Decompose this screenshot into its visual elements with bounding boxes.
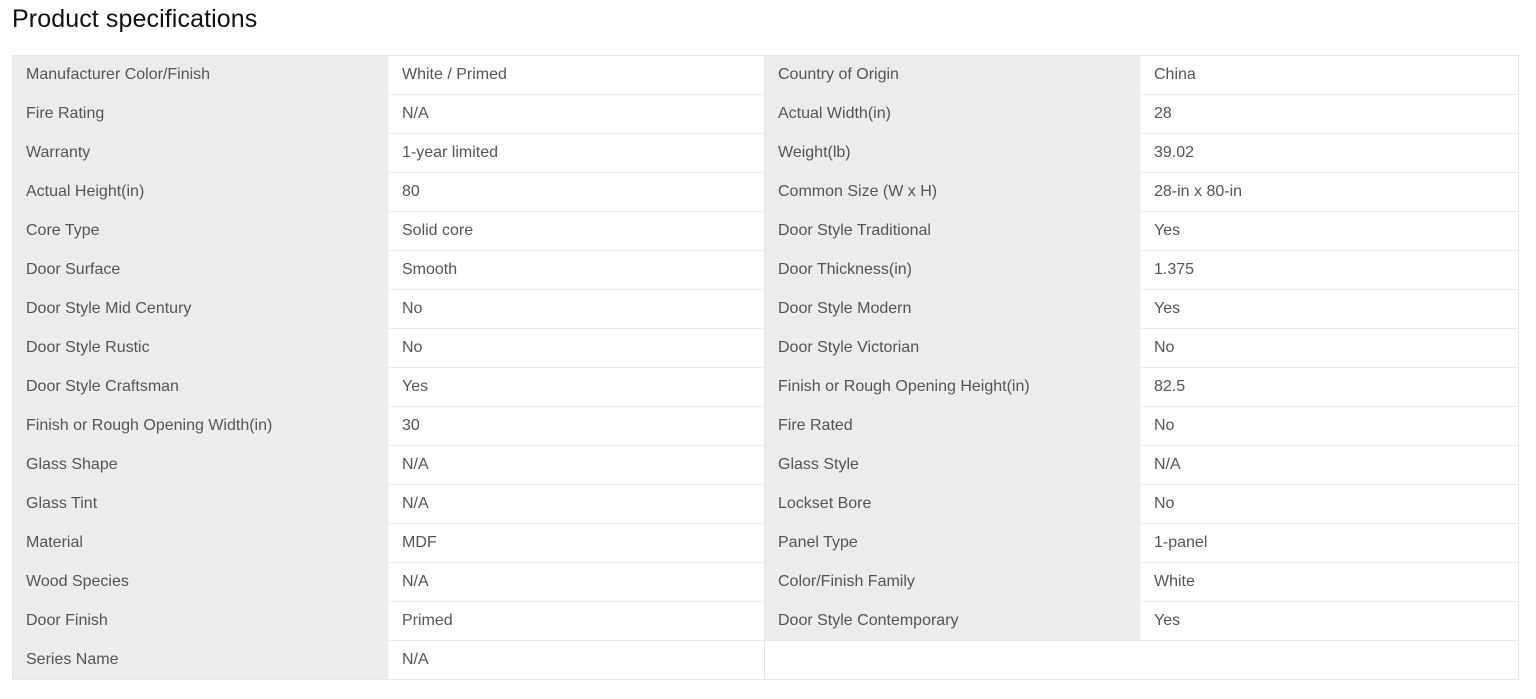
spec-label: Glass Tint <box>13 485 389 524</box>
spec-value: 1.375 <box>1141 251 1519 290</box>
spec-value: N/A <box>389 485 765 524</box>
spec-label: Door Style Craftsman <box>13 368 389 407</box>
table-row <box>13 95 1519 134</box>
spec-value: 39.02 <box>1141 134 1519 173</box>
spec-label: Actual Width(in) <box>765 95 1141 134</box>
spec-label: Wood Species <box>13 563 389 602</box>
spec-label: Weight(lb) <box>765 134 1141 173</box>
spec-label: Color/Finish Family <box>765 563 1141 602</box>
spec-value: 80 <box>389 173 765 212</box>
table-row <box>13 212 1519 251</box>
spec-label: Core Type <box>13 212 389 251</box>
spec-label: Actual Height(in) <box>13 173 389 212</box>
spec-value: China <box>1141 56 1519 95</box>
specifications-table-body <box>13 56 1519 680</box>
spec-value: 1-year limited <box>389 134 765 173</box>
spec-value: White / Primed <box>389 56 765 95</box>
spec-label: Door Style Rustic <box>13 329 389 368</box>
table-row <box>13 485 1519 524</box>
spec-label: Manufacturer Color/Finish <box>13 56 389 95</box>
spec-value: 28-in x 80-in <box>1141 173 1519 212</box>
spec-label: Panel Type <box>765 524 1141 563</box>
spec-label: Finish or Rough Opening Height(in) <box>765 368 1141 407</box>
spec-value: MDF <box>389 524 765 563</box>
spec-value: Yes <box>1141 290 1519 329</box>
empty-cell <box>765 641 1519 680</box>
spec-value: No <box>1141 407 1519 446</box>
table-row <box>13 602 1519 641</box>
spec-label: Glass Shape <box>13 446 389 485</box>
table-row <box>13 563 1519 602</box>
table-row <box>13 524 1519 563</box>
spec-label: Door Style Traditional <box>765 212 1141 251</box>
spec-value: No <box>1141 329 1519 368</box>
spec-label: Common Size (W x H) <box>765 173 1141 212</box>
table-row <box>13 290 1519 329</box>
table-row <box>13 56 1519 95</box>
spec-value: White <box>1141 563 1519 602</box>
table-row <box>13 173 1519 212</box>
table-row <box>13 368 1519 407</box>
spec-label: Glass Style <box>765 446 1141 485</box>
spec-label: Material <box>13 524 389 563</box>
spec-label: Door Style Mid Century <box>13 290 389 329</box>
table-row <box>13 446 1519 485</box>
spec-label: Door Style Contemporary <box>765 602 1141 641</box>
spec-value: 82.5 <box>1141 368 1519 407</box>
spec-label: Lockset Bore <box>765 485 1141 524</box>
spec-label: Door Thickness(in) <box>765 251 1141 290</box>
spec-label: Door Style Modern <box>765 290 1141 329</box>
table-row <box>13 329 1519 368</box>
spec-value: Primed <box>389 602 765 641</box>
spec-value: N/A <box>389 95 765 134</box>
spec-value: No <box>389 329 765 368</box>
spec-value: Yes <box>1141 602 1519 641</box>
spec-label: Fire Rated <box>765 407 1141 446</box>
spec-value: 28 <box>1141 95 1519 134</box>
spec-value: No <box>389 290 765 329</box>
spec-value: 1-panel <box>1141 524 1519 563</box>
spec-value: N/A <box>389 563 765 602</box>
table-row <box>13 251 1519 290</box>
spec-value: 30 <box>389 407 765 446</box>
spec-value: N/A <box>389 446 765 485</box>
spec-label: Door Style Victorian <box>765 329 1141 368</box>
specifications-table <box>12 55 1519 680</box>
spec-value: N/A <box>1141 446 1519 485</box>
table-row <box>13 134 1519 173</box>
spec-label: Finish or Rough Opening Width(in) <box>13 407 389 446</box>
page-title: Product specifications <box>12 5 258 33</box>
spec-label: Door Finish <box>13 602 389 641</box>
spec-label: Fire Rating <box>13 95 389 134</box>
spec-value: No <box>1141 485 1519 524</box>
table-row <box>13 407 1519 446</box>
spec-value: Smooth <box>389 251 765 290</box>
spec-value: Yes <box>389 368 765 407</box>
spec-label: Country of Origin <box>765 56 1141 95</box>
spec-label: Door Surface <box>13 251 389 290</box>
table-row <box>13 641 1519 680</box>
spec-value: N/A <box>389 641 765 680</box>
spec-label: Series Name <box>13 641 389 680</box>
spec-value: Solid core <box>389 212 765 251</box>
spec-value: Yes <box>1141 212 1519 251</box>
spec-label: Warranty <box>13 134 389 173</box>
